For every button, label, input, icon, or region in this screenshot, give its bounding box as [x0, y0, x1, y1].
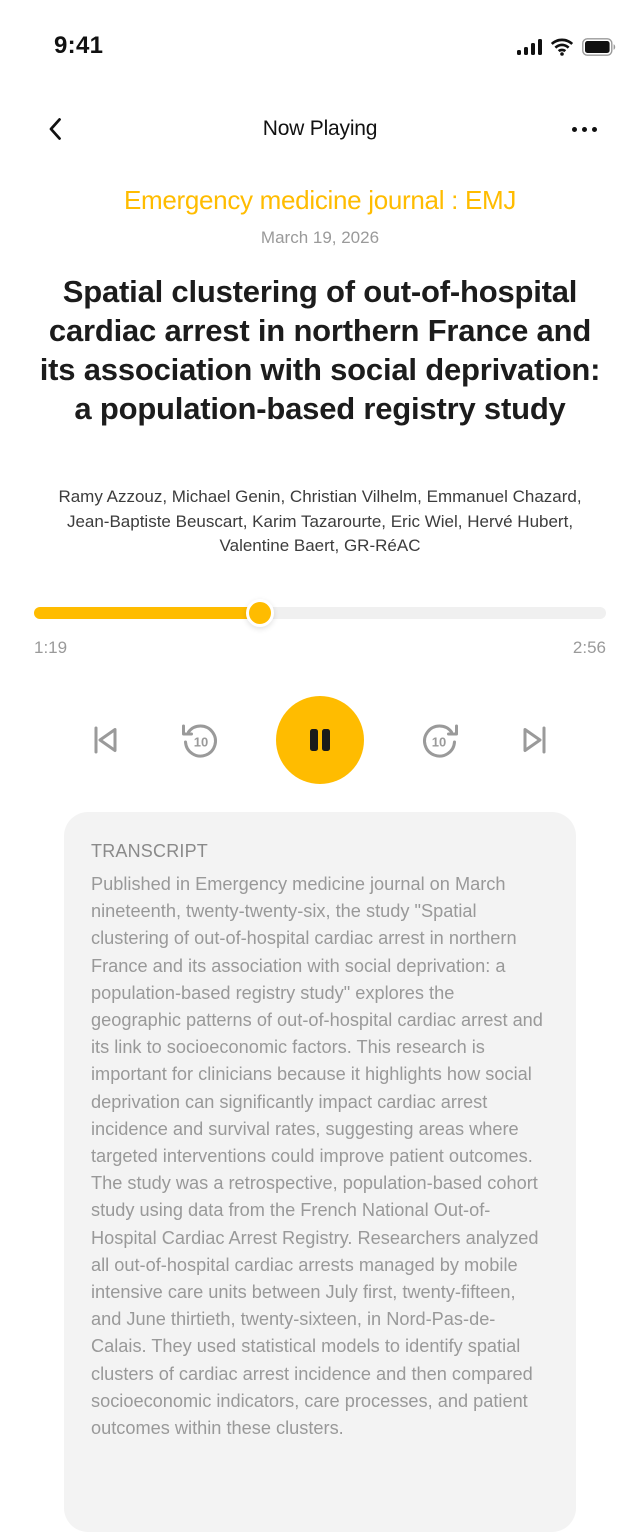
progress-knob[interactable] — [246, 599, 274, 627]
forward-10-button[interactable] — [418, 696, 462, 784]
wifi-icon — [550, 38, 574, 56]
playback-controls — [0, 696, 640, 784]
nav-bar — [0, 104, 640, 154]
pause-icon — [308, 727, 332, 753]
skip-next-icon — [521, 726, 547, 754]
cellular-signal-icon — [517, 39, 542, 55]
authors: Ramy Azzouz, Michael Genin, Christian Vilhelm, Emmanuel Chazard, Jean-Baptiste Beuscart, Karim Tazarourte, Eric Wiel, Hervé Hubert, Valentine Baert, GR-RéAC — [58, 487, 582, 555]
rewind-10-button[interactable] — [178, 696, 222, 784]
transcript-label: TRANSCRIPT — [91, 841, 209, 861]
episode-title: Spatial clustering of out-of-hospital cardiac arrest in northern France and its association with social deprivation: a population-based registry study — [39, 274, 601, 426]
transcript-text: Published in Emergency medicine journal on March nineteenth, twenty-twenty-six, the study "Spatial clustering of out-of-hospital cardiac arrest in northern France and its association with social deprivation: a population-based registry study" explores the geographic patterns of out-of-hospital cardiac arrest and its link to socioeconomic factors. This research is important for clinicians because it highlights how social deprivation can significantly impact cardiac arrest incidence and survival rates, suggesting areas where targeted interventions could improve patient outcomes. The study was a retrospective, population-based cohort study using data from the French National Out-of-Hospital Cardiac Arrest Registry. Researchers analyzed all out-of-hospital cardiac arrests managed by mobile intensive care units between July first, twenty-fifteen, and June thirtieth, twenty-sixteen, in Nord-Pas-de-Calais. They used statistical models to identify spatial clusters of cardiac arrest incidence and then compared socioeconomic indicators, care processes, and patient outcomes within these clusters. — [91, 874, 543, 1439]
forward-10-icon — [420, 720, 460, 760]
status-bar — [0, 0, 640, 90]
svg-text:10: 10 — [431, 734, 447, 750]
current-time: 1:19 — [34, 638, 68, 657]
next-button[interactable] — [512, 696, 556, 784]
battery-icon — [582, 38, 616, 56]
more-options-button[interactable] — [564, 114, 604, 144]
page-title: Now Playing — [262, 117, 378, 140]
pause-button[interactable] — [276, 696, 364, 784]
previous-button[interactable] — [84, 696, 128, 784]
more-horizontal-icon — [572, 127, 577, 132]
status-time: 9:41 — [54, 32, 104, 59]
rewind-10-icon — [180, 720, 220, 760]
transcript-card[interactable] — [64, 812, 576, 1532]
status-icons — [517, 38, 616, 56]
progress-fill — [34, 607, 260, 619]
svg-text:10: 10 — [193, 734, 209, 750]
skip-previous-icon — [93, 726, 119, 754]
journal-name: Emergency medicine journal : EMJ — [123, 185, 517, 215]
total-time: 2:56 — [572, 638, 606, 657]
progress-slider[interactable] — [34, 600, 606, 626]
publish-date: March 19, 2026 — [260, 228, 380, 247]
